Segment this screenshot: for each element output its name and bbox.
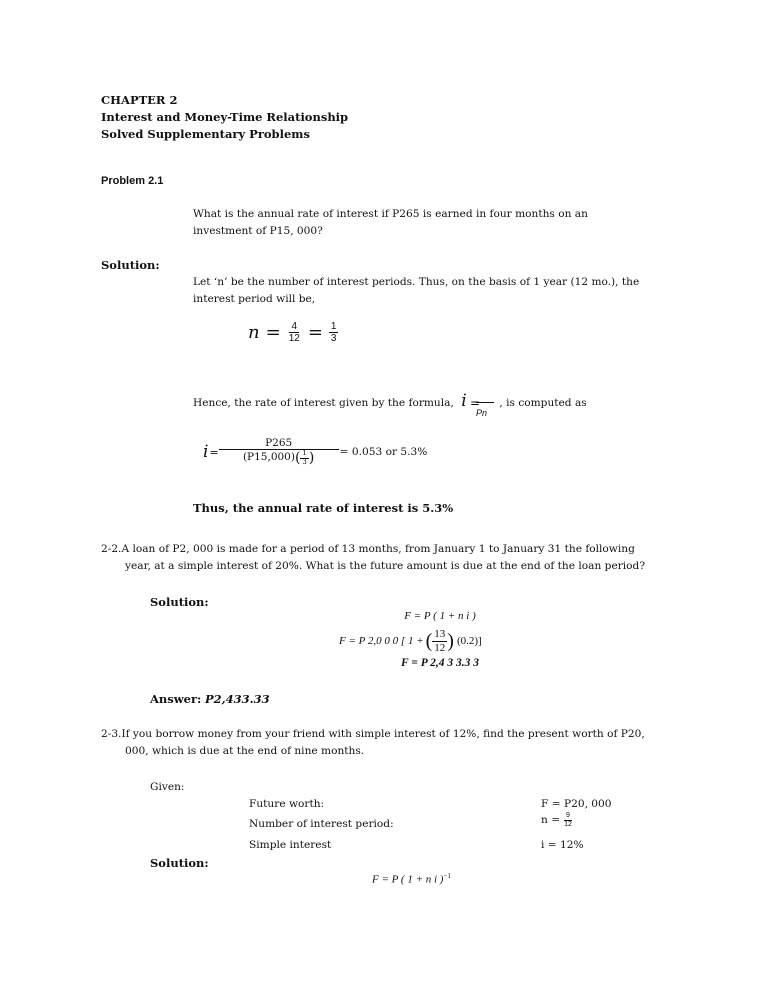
formula-sentence: Hence, the rate of interest given by the formula, i = Pn , is computed as <box>193 391 587 418</box>
fraction-1-3: $\frac{1}{3}$ <box>330 320 337 344</box>
given-periods-label: Number of interest period: <box>249 818 394 830</box>
problem-2-1-text-line1: Let ‘n’ be the number of interest periods. Thus, on the basis of 1 year (12 mo.), the <box>193 276 640 288</box>
problem-2-3-question-line2: 000, which is due at the end of nine months. <box>125 745 365 757</box>
problem-2-2-question-line2: year, at a simple interest of 20%. What is the future amount is due at the end of the loan period? <box>125 560 646 572</box>
problem-2-2-equation-3: F = P 2,4 3 3.3 3 <box>400 657 480 669</box>
given-simple-interest-label: Simple interest <box>249 839 332 851</box>
chapter-title: CHAPTER 2 <box>101 93 178 107</box>
given-label: Given: <box>150 781 185 793</box>
fraction-13-12: $\frac{13}{12}$ <box>434 628 446 654</box>
problem-2-1-text-line2: interest period will be, <box>193 293 316 305</box>
interest-calculation: i = P265 (P15,000) ( $\frac{1}{3}$ ) = 0.053 or 5.3% <box>203 436 428 466</box>
problem-2-1-solution-label: Solution: <box>101 258 160 272</box>
problem-2-2-equation-2: F = P 2,0 0 0 [ 1 + ( $\frac{13}{12}$ ) (0.2)] <box>339 628 482 654</box>
given-periods-value: n = $\frac{9}{12}$ <box>541 812 572 828</box>
formula-fraction: = Pn <box>470 395 496 412</box>
n-equation: n = $\frac{4}{12}$ = $\frac{1}{3}$ <box>248 320 337 344</box>
problem-2-1-question-line2: investment of P15, 000? <box>193 225 323 237</box>
given-simple-interest-value: i = 12% <box>541 839 584 851</box>
problem-2-1-question-line1: What is the annual rate of interest if P265 is earned in four months on an <box>193 208 588 220</box>
interest-fraction: P265 (P15,000) ( $\frac{1}{3}$ ) <box>219 438 339 467</box>
problem-2-2-solution-label: Solution: <box>150 595 209 609</box>
problem-2-2-answer: Answer: P2,433.33 <box>150 692 270 706</box>
problem-2-3-equation-1: F = P ( 1 + n i )$^{-1}$ <box>372 872 451 886</box>
fraction-4-12: $\frac{4}{12}$ <box>288 320 300 344</box>
given-future-worth-label: Future worth: <box>249 798 325 810</box>
problem-2-1-conclusion: Thus, the annual rate of interest is 5.3% <box>193 501 454 515</box>
problem-2-2-equation-1: F = P ( 1 + n i ) <box>404 610 476 622</box>
problem-2-3-question-line1: 2-3.If you borrow money from your friend with simple interest of 12%, find the present worth of P20, <box>101 728 645 740</box>
problem-2-1-title: Problem 2.1 <box>101 175 164 187</box>
section-title: Solved Supplementary Problems <box>101 127 310 141</box>
problem-2-3-solution-label: Solution: <box>150 856 209 870</box>
problem-2-2-question-line1: 2-2.A loan of P2, 000 is made for a period of 13 months, from January 1 to January 31 the following <box>101 543 635 555</box>
given-future-worth-value: F = P20, 000 <box>541 798 612 810</box>
fraction-9-12: $\frac{9}{12}$ <box>564 812 572 828</box>
chapter-subtitle: Interest and Money-Time Relationship <box>101 110 349 124</box>
